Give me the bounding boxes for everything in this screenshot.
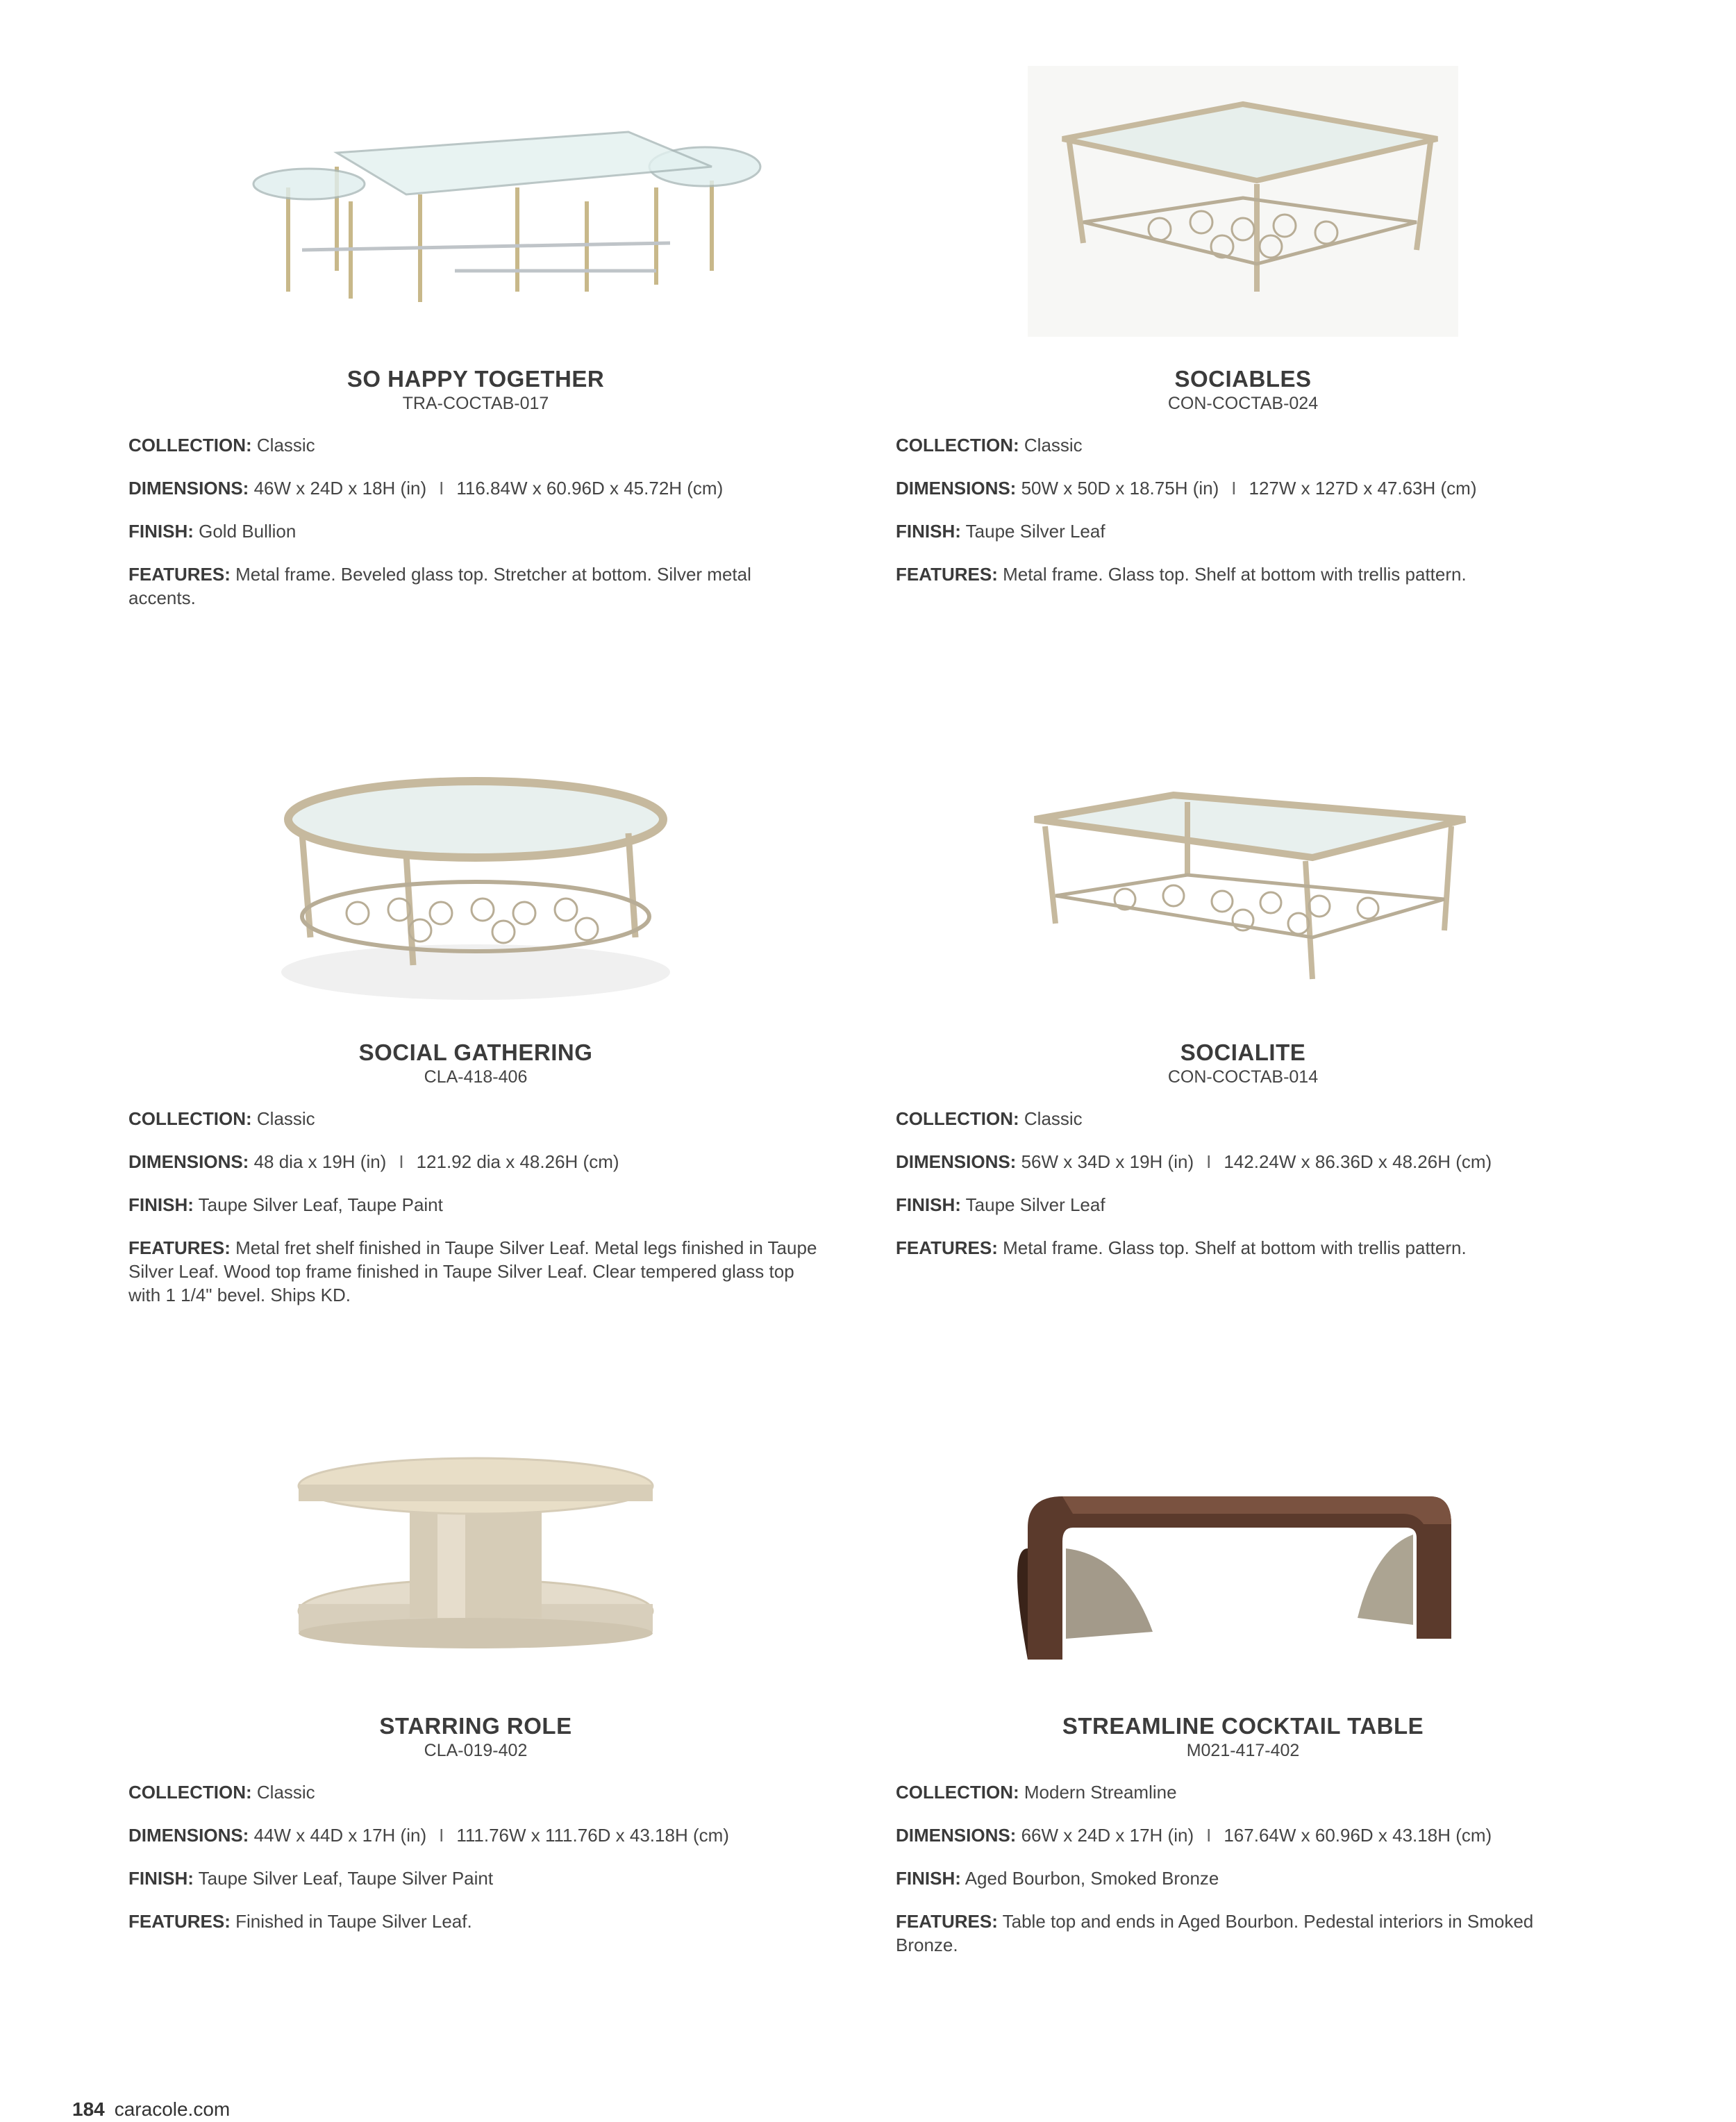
features-line	[896, 1236, 1590, 1260]
finish-line	[128, 1193, 823, 1217]
finish-label: FINISH:	[896, 521, 961, 542]
collection-line	[128, 1107, 823, 1130]
dimensions-inches: 66W x 24D x 17H (in)	[1021, 1825, 1194, 1846]
product-sociables	[896, 62, 1590, 586]
product-name: STARRING ROLE	[379, 1713, 572, 1739]
dimensions-label: DIMENSIONS:	[128, 1825, 249, 1846]
dimensions-line	[128, 1150, 823, 1173]
dimensions-line	[896, 476, 1590, 500]
product-name: SO HAPPY TOGETHER	[347, 366, 605, 392]
product-streamline-cocktail-table	[896, 1410, 1590, 1957]
finish-line	[128, 1866, 823, 1890]
finish-value: Taupe Silver Leaf	[965, 1194, 1105, 1215]
dimensions-cm: 121.92 dia x 48.26H (cm)	[416, 1151, 619, 1172]
finish-label: FINISH:	[128, 521, 194, 542]
finish-line	[896, 519, 1590, 543]
page-footer	[72, 2098, 230, 2121]
product-sku: CON-COCTAB-024	[1167, 394, 1319, 413]
collection-line	[896, 1780, 1590, 1804]
features-line	[128, 562, 823, 610]
product-sku: CON-COCTAB-014	[1167, 1067, 1319, 1087]
product-sku: M021-417-402	[1186, 1741, 1300, 1760]
product-sku: TRA-COCTAB-017	[402, 394, 549, 413]
finish-value: Taupe Silver Leaf	[965, 521, 1105, 542]
collection-label: COLLECTION:	[128, 1108, 252, 1129]
product-socialite	[896, 736, 1590, 1260]
separator: I	[439, 1825, 444, 1846]
features-line	[896, 562, 1590, 586]
features-line	[896, 1910, 1590, 1957]
dimensions-inches: 44W x 44D x 17H (in)	[253, 1825, 427, 1846]
dimensions-label: DIMENSIONS:	[128, 478, 249, 499]
collection-label: COLLECTION:	[896, 1782, 1019, 1803]
product-image-pedestal-table	[128, 1410, 823, 1701]
separator: I	[1231, 478, 1237, 499]
finish-line	[896, 1866, 1590, 1890]
site-link[interactable]: caracole.com	[114, 2098, 231, 2120]
finish-value: Taupe Silver Leaf, Taupe Silver Paint	[198, 1868, 494, 1889]
finish-value: Aged Bourbon, Smoked Bronze	[965, 1868, 1219, 1889]
product-so-happy-together	[128, 62, 823, 610]
dimensions-cm: 111.76W x 111.76D x 43.18H (cm)	[456, 1825, 729, 1846]
collection-value: Classic	[256, 435, 315, 456]
collection-label: COLLECTION:	[128, 435, 252, 456]
collection-value: Classic	[1024, 1108, 1083, 1129]
finish-label: FINISH:	[128, 1194, 194, 1215]
dimensions-inches: 46W x 24D x 18H (in)	[253, 478, 427, 499]
features-value: Metal fret shelf finished in Taupe Silver Leaf. Metal legs finished in Taupe Silver Leaf. Wood top frame finished in Taupe Silver Leaf. Clear tempered glass top with 1 1/4" bevel. Ships KD.	[128, 1237, 817, 1305]
product-name: SOCIABLES	[1174, 366, 1312, 392]
dimensions-line	[128, 476, 823, 500]
product-sku: CLA-418-406	[424, 1067, 528, 1087]
features-line	[128, 1236, 823, 1307]
product-sku: CLA-019-402	[424, 1741, 528, 1760]
separator: I	[399, 1151, 404, 1172]
product-image-nesting-tables	[128, 62, 823, 354]
finish-value: Taupe Silver Leaf, Taupe Paint	[198, 1194, 443, 1215]
separator: I	[1206, 1825, 1212, 1846]
product-starring-role	[128, 1410, 823, 1933]
product-image-rectangular-table	[896, 736, 1590, 1028]
dimensions-label: DIMENSIONS:	[896, 1825, 1017, 1846]
collection-label: COLLECTION:	[896, 1108, 1019, 1129]
features-value: Finished in Taupe Silver Leaf.	[235, 1911, 472, 1932]
dimensions-line	[896, 1150, 1590, 1173]
dimensions-inches: 50W x 50D x 18.75H (in)	[1021, 478, 1219, 499]
finish-label: FINISH:	[896, 1868, 961, 1889]
collection-line	[896, 433, 1590, 457]
finish-label: FINISH:	[128, 1868, 194, 1889]
product-image-square-table	[896, 62, 1590, 354]
features-value: Metal frame. Glass top. Shelf at bottom with trellis pattern.	[1003, 564, 1467, 585]
features-value: Metal frame. Beveled glass top. Stretcher at bottom. Silver metal accents.	[128, 564, 751, 608]
finish-line	[896, 1193, 1590, 1217]
collection-value: Classic	[256, 1108, 315, 1129]
features-label: FEATURES:	[128, 564, 231, 585]
dimensions-line	[896, 1823, 1590, 1847]
features-label: FEATURES:	[896, 564, 998, 585]
dimensions-label: DIMENSIONS:	[128, 1151, 249, 1172]
product-name: STREAMLINE COCKTAIL TABLE	[1062, 1713, 1424, 1739]
dimensions-cm: 116.84W x 60.96D x 45.72H (cm)	[456, 478, 724, 499]
features-label: FEATURES:	[896, 1911, 998, 1932]
collection-line	[128, 1780, 823, 1804]
separator: I	[1206, 1151, 1212, 1172]
product-social-gathering	[128, 736, 823, 1307]
product-image-round-table	[128, 736, 823, 1028]
product-name: SOCIALITE	[1180, 1039, 1306, 1065]
finish-value: Gold Bullion	[199, 521, 297, 542]
separator: I	[439, 478, 444, 499]
features-label: FEATURES:	[896, 1237, 998, 1258]
dimensions-cm: 142.24W x 86.36D x 48.26H (cm)	[1224, 1151, 1492, 1172]
features-label: FEATURES:	[128, 1911, 231, 1932]
finish-line	[128, 519, 823, 543]
dimensions-line	[128, 1823, 823, 1847]
features-value: Table top and ends in Aged Bourbon. Pedestal interiors in Smoked Bronze.	[896, 1911, 1534, 1955]
dimensions-inches: 48 dia x 19H (in)	[253, 1151, 387, 1172]
collection-label: COLLECTION:	[128, 1782, 252, 1803]
collection-line	[896, 1107, 1590, 1130]
dimensions-cm: 127W x 127D x 47.63H (cm)	[1249, 478, 1477, 499]
dimensions-label: DIMENSIONS:	[896, 478, 1017, 499]
collection-value: Modern Streamline	[1024, 1782, 1177, 1803]
dimensions-inches: 56W x 34D x 19H (in)	[1021, 1151, 1194, 1172]
features-label: FEATURES:	[128, 1237, 231, 1258]
product-name: SOCIAL GATHERING	[358, 1039, 593, 1065]
page-number: 184	[72, 2098, 105, 2120]
dimensions-label: DIMENSIONS:	[896, 1151, 1017, 1172]
features-value: Metal frame. Glass top. Shelf at bottom with trellis pattern.	[1003, 1237, 1467, 1258]
features-line	[128, 1910, 823, 1933]
collection-label: COLLECTION:	[896, 435, 1019, 456]
product-image-waterfall-table	[896, 1410, 1590, 1701]
dimensions-cm: 167.64W x 60.96D x 43.18H (cm)	[1224, 1825, 1492, 1846]
collection-value: Classic	[256, 1782, 315, 1803]
finish-label: FINISH:	[896, 1194, 961, 1215]
collection-line	[128, 433, 823, 457]
collection-value: Classic	[1024, 435, 1083, 456]
